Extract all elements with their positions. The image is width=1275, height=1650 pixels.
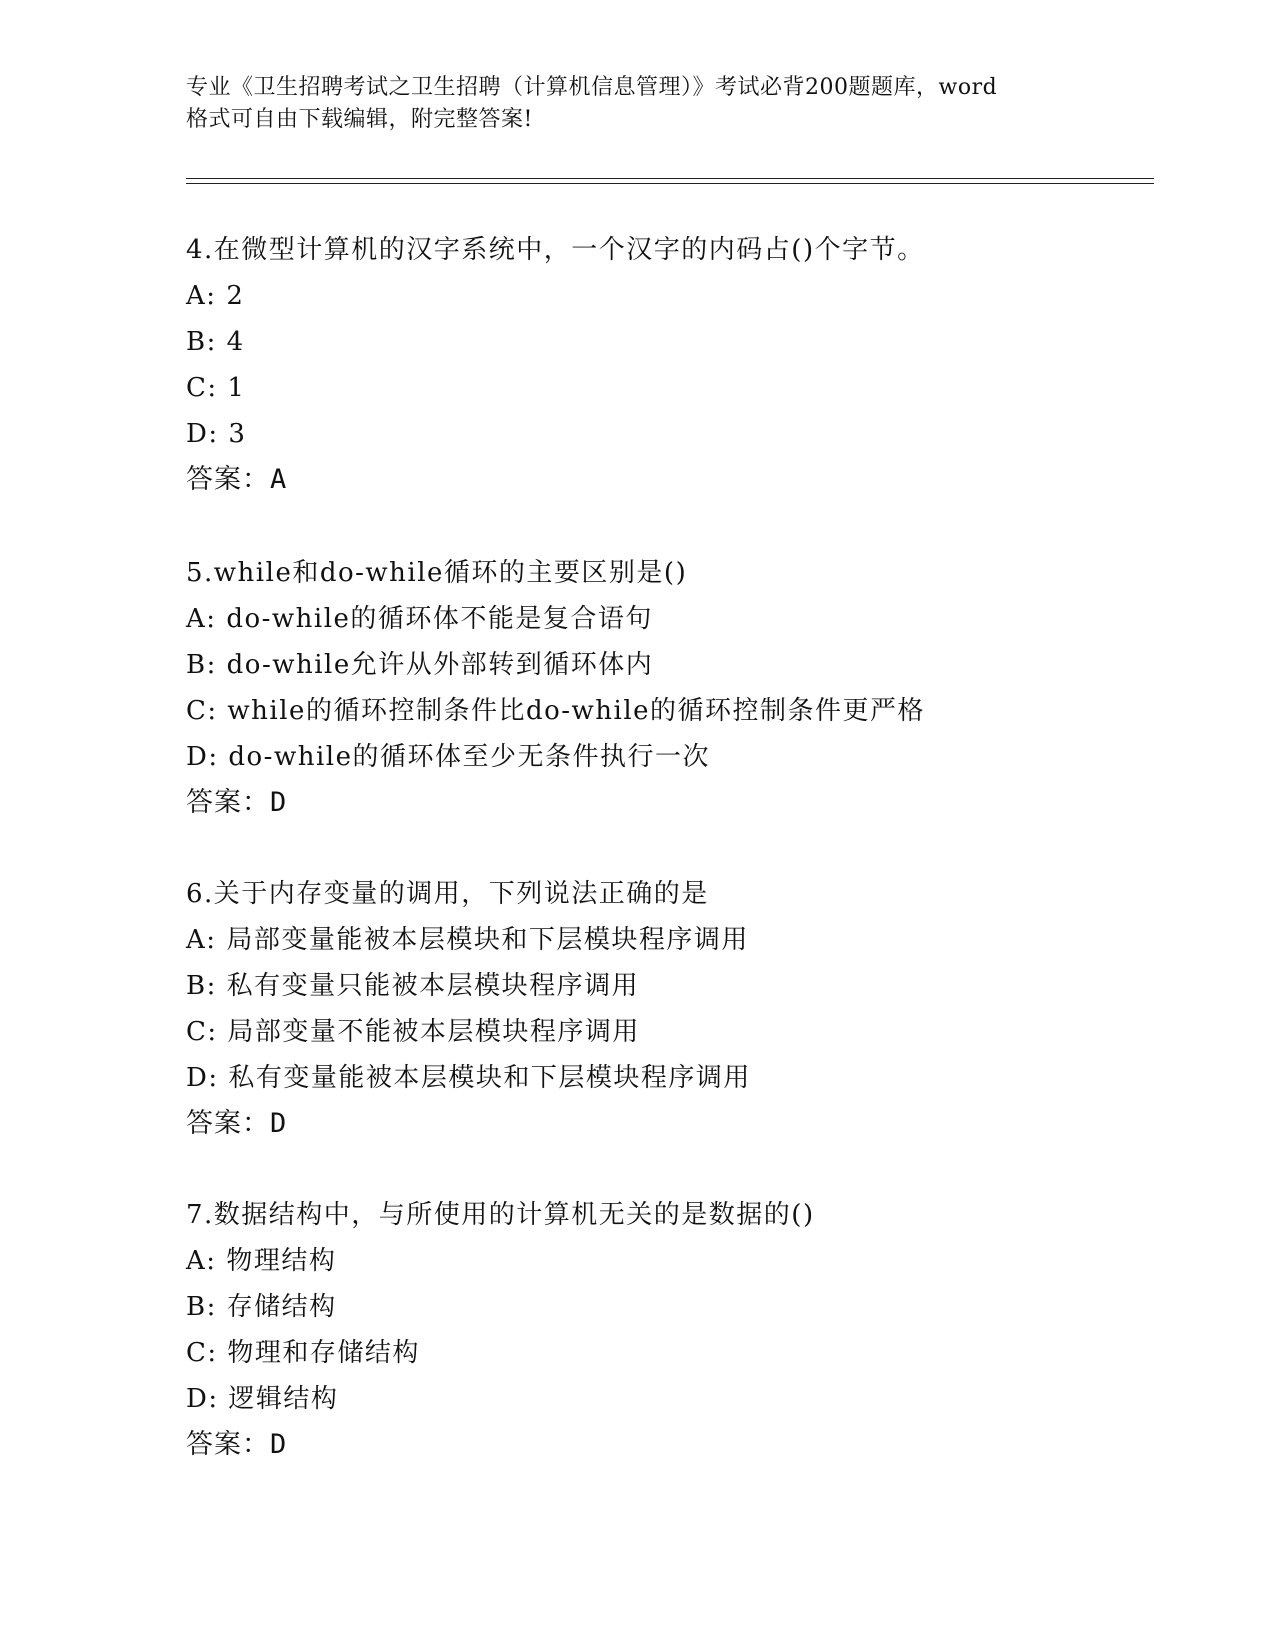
option-text: 物理结构 xyxy=(226,1246,337,1276)
option-a xyxy=(186,917,1146,963)
document-header xyxy=(186,72,1116,136)
option-text: 1 xyxy=(227,373,246,403)
option-a xyxy=(186,1238,1146,1284)
answer-line xyxy=(186,1422,1146,1468)
option-key: B: xyxy=(186,327,217,357)
option-key: D: xyxy=(186,419,219,449)
option-b xyxy=(186,319,1146,365)
option-a xyxy=(186,596,1146,642)
option-d xyxy=(186,734,1146,780)
question-block xyxy=(186,227,1146,503)
answer-value: D xyxy=(270,1429,287,1460)
option-d xyxy=(186,411,1146,457)
answer-value: D xyxy=(270,1108,287,1139)
option-key: A: xyxy=(186,281,217,311)
option-text: do-while的循环体至少无条件执行一次 xyxy=(228,742,710,772)
option-text: do-while允许从外部转到循环体内 xyxy=(226,650,654,680)
question-stem: 4.在微型计算机的汉字系统中，一个汉字的内码占()个字节。 xyxy=(186,235,925,265)
question-block xyxy=(186,871,1146,1147)
option-a xyxy=(186,273,1146,319)
option-key: A: xyxy=(186,1246,217,1276)
option-key: C: xyxy=(186,696,218,726)
option-text: 2 xyxy=(226,281,245,311)
question-block xyxy=(186,1192,1146,1468)
answer-value: A xyxy=(270,464,287,495)
option-key: B: xyxy=(186,971,217,1001)
option-c xyxy=(186,1009,1146,1055)
option-text: 4 xyxy=(226,327,245,357)
option-key: A: xyxy=(186,925,217,955)
option-b xyxy=(186,642,1146,688)
header-line-1: 专业《卫生招聘考试之卫生招聘（计算机信息管理）》考试必背200题题库，word xyxy=(186,75,998,100)
option-key: A: xyxy=(186,604,217,634)
option-d xyxy=(186,1055,1146,1101)
option-key: B: xyxy=(186,650,217,680)
question-stem: 7.数据结构中，与所使用的计算机无关的是数据的() xyxy=(186,1200,815,1230)
answer-label: 答案： xyxy=(186,1108,270,1139)
option-c xyxy=(186,1330,1146,1376)
option-key: D: xyxy=(186,742,219,772)
header-divider-top xyxy=(186,178,1154,179)
option-text: 逻辑结构 xyxy=(228,1384,339,1414)
option-text: 3 xyxy=(228,419,247,449)
answer-label: 答案： xyxy=(186,787,270,818)
option-text: do-while的循环体不能是复合语句 xyxy=(226,604,653,634)
header-divider-bottom xyxy=(186,183,1154,184)
header-line-2: 格式可自由下载编辑，附完整答案! xyxy=(186,107,533,132)
option-key: B: xyxy=(186,1292,217,1322)
option-text: 物理和存储结构 xyxy=(227,1338,420,1368)
question-stem: 6.关于内存变量的调用，下列说法正确的是 xyxy=(186,879,709,909)
option-text: 私有变量只能被本层模块程序调用 xyxy=(226,971,640,1001)
answer-label: 答案： xyxy=(186,1429,270,1460)
option-key: C: xyxy=(186,1017,218,1047)
answer-line xyxy=(186,780,1146,826)
question-block xyxy=(186,550,1146,826)
option-b xyxy=(186,1284,1146,1330)
option-c xyxy=(186,688,1146,734)
option-text: 局部变量能被本层模块和下层模块程序调用 xyxy=(226,925,749,955)
option-text: while的循环控制条件比do-while的循环控制条件更严格 xyxy=(227,696,926,726)
answer-line xyxy=(186,1101,1146,1147)
option-key: C: xyxy=(186,1338,218,1368)
question-stem: 5.while和do-while循环的主要区别是() xyxy=(186,558,688,588)
answer-label: 答案： xyxy=(186,464,270,495)
option-text: 局部变量不能被本层模块程序调用 xyxy=(227,1017,640,1047)
option-key: C: xyxy=(186,373,218,403)
option-key: D: xyxy=(186,1063,219,1093)
option-c xyxy=(186,365,1146,411)
answer-line xyxy=(186,457,1146,503)
option-text: 存储结构 xyxy=(226,1292,337,1322)
option-key: D: xyxy=(186,1384,219,1414)
option-text: 私有变量能被本层模块和下层模块程序调用 xyxy=(228,1063,751,1093)
option-d xyxy=(186,1376,1146,1422)
answer-value: D xyxy=(270,787,287,818)
option-b xyxy=(186,963,1146,1009)
